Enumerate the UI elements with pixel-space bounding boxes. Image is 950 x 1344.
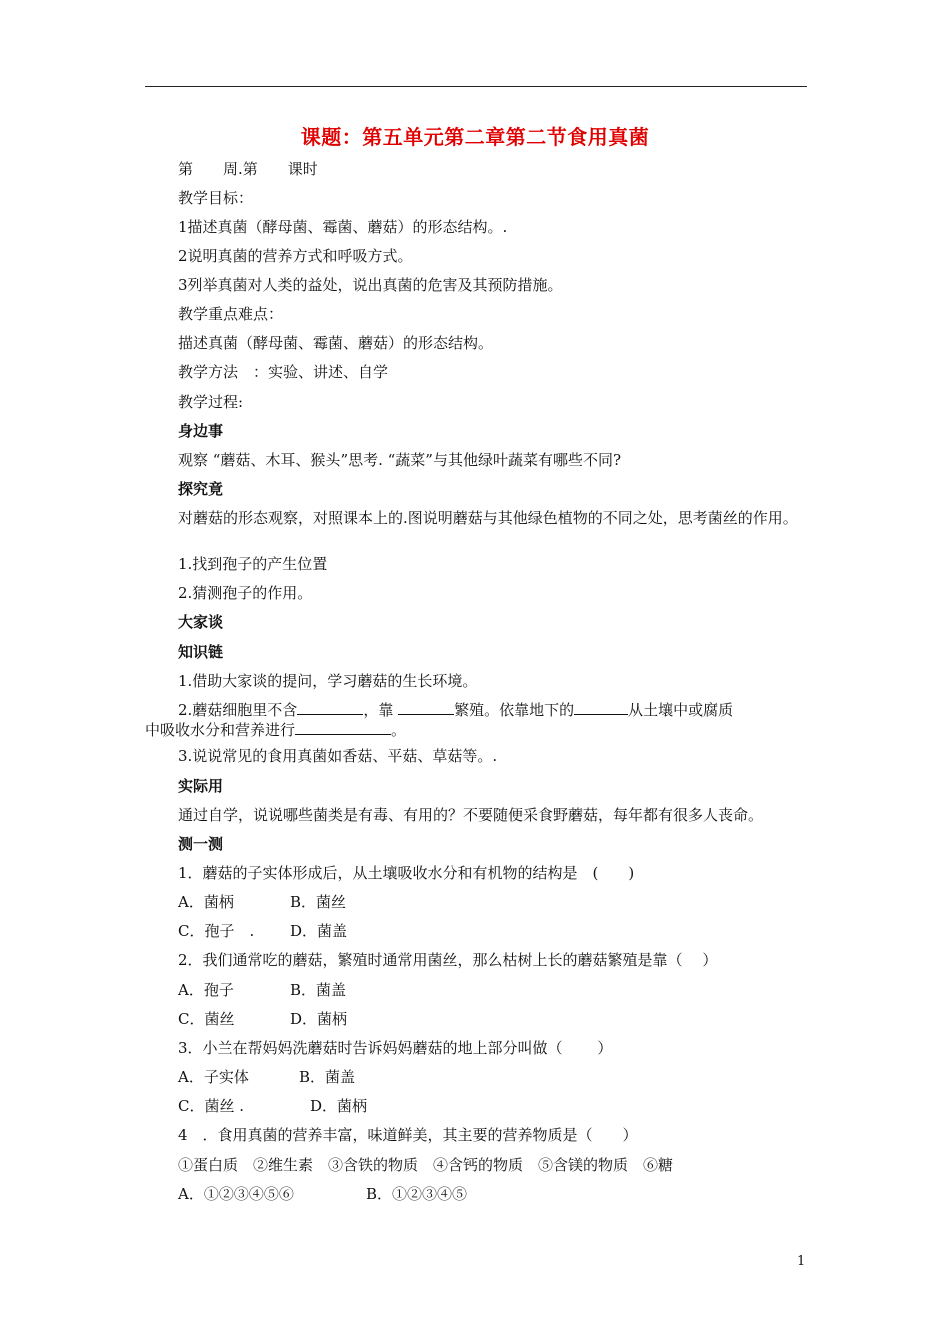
page-number: 1 — [797, 1254, 806, 1269]
goal-1: 1描述真菌（酵母菌、霉菌、蘑菇）的形态结构。. — [178, 218, 508, 236]
method-line: 教学方法 ：实验、讲述、自学 — [178, 363, 389, 381]
quiz-question: 3．小兰在帮妈妈洗蘑菇时告诉妈妈蘑菇的地上部分叫做（ ） — [178, 1039, 613, 1057]
quiz-option: C．菌丝 — [178, 1010, 235, 1028]
section-paragraph: 对蘑菇的形态观察，对照课本上的.图说明蘑菇与其他绿色植物的不同之处，思考菌丝的作用。 — [178, 509, 798, 527]
quiz-option: B．菌丝 — [290, 893, 347, 911]
key-heading: 教学重点难点： — [178, 305, 284, 323]
quiz-option: A．子实体 — [178, 1068, 249, 1086]
quiz-option: B．菌盖 — [290, 981, 347, 999]
list-item: 3.说说常见的食用真菌如香菇、平菇、草菇等。. — [178, 747, 498, 765]
fill-blank-paragraph: 2.蘑菇细胞里不含 ，靠 繁殖。依靠地下的 从土壤中或腐质 中吸收水分和营养进行 。 — [145, 701, 734, 739]
quiz-option: A．孢子 — [178, 981, 234, 999]
key-text: 描述真菌（酵母菌、霉菌、蘑菇）的形态结构。 — [178, 334, 494, 352]
quiz-option: C．菌丝 . — [178, 1097, 245, 1115]
quiz-option: A．菌柄 — [178, 893, 234, 911]
document-title: 课题：第五单元第二章第二节食用真菌 — [300, 125, 650, 149]
blank-field — [295, 720, 391, 735]
section-heading: 大家谈 — [178, 613, 224, 631]
quiz-option: B．菌盖 — [299, 1068, 356, 1086]
goal-3: 3列举真菌对人类的益处，说出真菌的危害及其预防措施。 — [178, 276, 563, 294]
quiz-option: D．菌柄 — [290, 1010, 348, 1028]
list-item: 2.猜测孢子的作用。 — [178, 584, 313, 602]
blank-field — [574, 700, 628, 715]
list-item: 1.找到孢子的产生位置 — [178, 555, 328, 573]
quiz-option: A．①②③④⑤⑥ — [178, 1185, 294, 1203]
blank-field — [398, 700, 454, 715]
goals-heading: 教学目标： — [178, 189, 254, 207]
quiz-option: D．菌盖 — [290, 922, 348, 940]
quiz-question: 4 ．食用真菌的营养丰富，味道鲜美，其主要的营养物质是（ ） — [178, 1126, 638, 1144]
blank-field — [297, 700, 363, 715]
quiz-option: B．①②③④⑤ — [366, 1185, 468, 1203]
process-line: 教学过程: — [178, 393, 244, 411]
section-heading: 测一测 — [178, 835, 224, 853]
quiz-option: C．孢子 . — [178, 922, 255, 940]
section-heading: 知识链 — [178, 643, 224, 661]
quiz-question: 2．我们通常吃的蘑菇，繁殖时通常用菌丝，那么枯树上长的蘑菇繁殖是靠（ ） — [178, 951, 718, 969]
section-heading: 身边事 — [178, 422, 224, 440]
week-line: 第 周.第 课时 — [178, 160, 318, 178]
goal-2: 2说明真菌的营养方式和呼吸方式。 — [178, 247, 413, 265]
quiz-option: D．菌柄 — [310, 1097, 368, 1115]
quiz-items: ①蛋白质 ②维生素 ③含铁的物质 ④含钙的物质 ⑤含镁的物质 ⑥糖 — [178, 1156, 674, 1174]
header-rule — [145, 86, 807, 87]
section-heading: 探究竟 — [178, 480, 224, 498]
quiz-question: 1．蘑菇的子实体形成后，从土壤吸收水分和有机物的结构是 ( ) — [178, 864, 635, 882]
section-text: 观察 “蘑菇、木耳、猴头”思考. “蔬菜”与其他绿叶蔬菜有哪些不同? — [178, 451, 622, 469]
list-item: 1.借助大家谈的提问，学习蘑菇的生长环境。 — [178, 672, 478, 690]
section-text: 通过自学，说说哪些菌类是有毒、有用的？不要随便采食野蘑菇，每年都有很多人丧命。 — [178, 806, 764, 824]
section-heading: 实际用 — [178, 777, 224, 795]
